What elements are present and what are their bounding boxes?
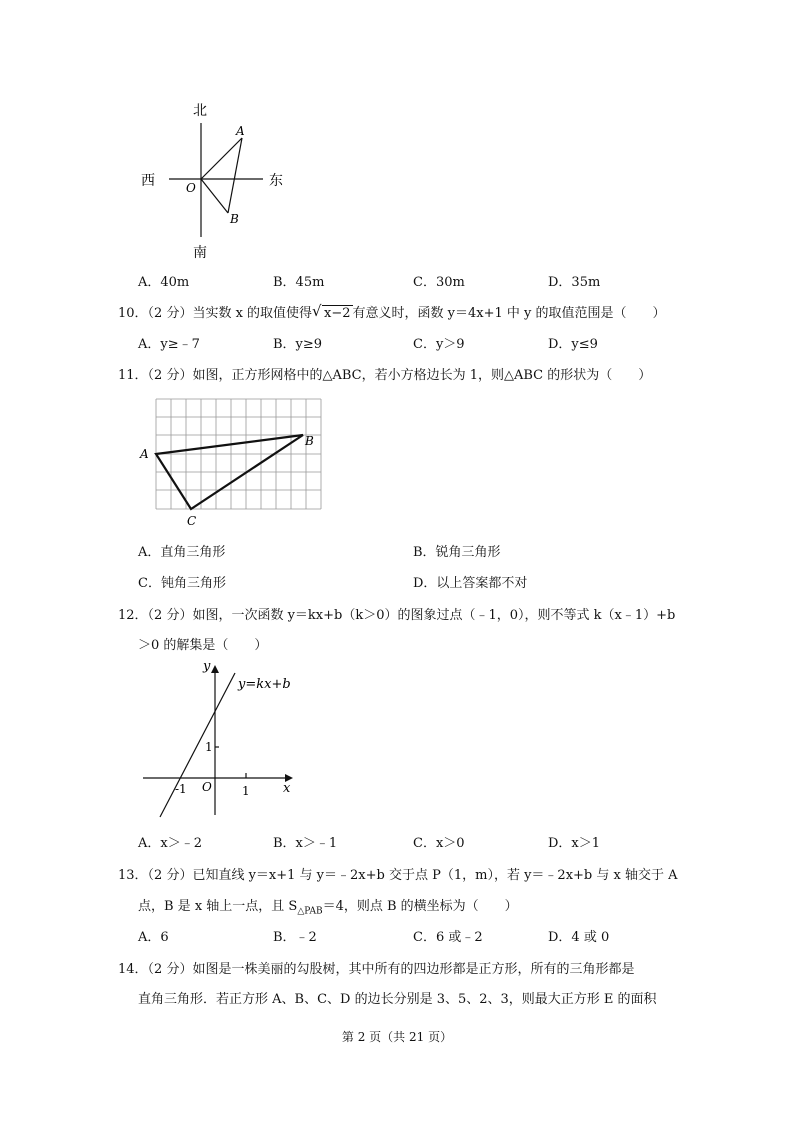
q13-stem-line2-before: 点，B 是 x 轴上一点，且 S (138, 899, 298, 914)
q10-stem-after: 有意义时，函数 y＝4x+1 中 y 的取值范围是（ ） (352, 306, 666, 321)
q13-option-c: C．6 或﹣2 (413, 930, 483, 945)
east-label: 东 (269, 173, 283, 189)
q10-radical: √ x−2 (312, 302, 351, 321)
point-a-label: A (236, 124, 245, 138)
q14-stem-line1: 14．（2 分）如图是一株美丽的勾股树，其中所有的四边形都是正方形，所有的三角形都是 (118, 962, 635, 977)
compass-figure (135, 95, 295, 265)
q13-stem-line2 (138, 895, 518, 917)
linear-function-graph (135, 655, 305, 825)
graph-origin-label: O (202, 780, 212, 794)
q9-option-c: C．30m (413, 275, 465, 290)
q13-option-a: A．6 (138, 930, 169, 945)
grid-triangle-figure (135, 392, 335, 534)
q13-option-d: D．4 或 0 (548, 930, 610, 945)
q9-option-b: B．45m (273, 275, 325, 290)
vertex-b-label: B (305, 434, 314, 448)
y-axis-label: y (203, 659, 211, 674)
tick-label-y1: 1 (205, 740, 213, 754)
q9-option-a: A．40m (138, 275, 190, 290)
x-axis-label: x (283, 781, 291, 796)
west-label: 西 (141, 173, 155, 189)
q12-option-b: B．x＞﹣1 (273, 836, 338, 851)
q10-option-d: D．y≤9 (548, 337, 598, 352)
q10-option-b: B．y≥9 (273, 337, 323, 352)
q10-option-c: C．y＞9 (413, 337, 465, 352)
q11-option-b: B．锐角三角形 (413, 545, 501, 560)
q10-stem (118, 302, 666, 321)
q11-option-d: D．以上答案都不对 (413, 576, 528, 591)
q11-option-c: C．钝角三角形 (138, 576, 226, 591)
q10-radicand: x−2 (324, 306, 351, 321)
line-equation-label: y=kx+b (238, 677, 291, 692)
q13-subscript: △PAB (297, 906, 323, 917)
q9-option-d: D．35m (548, 275, 601, 290)
origin-label: O (186, 181, 196, 195)
q14-stem-line2: 直角三角形．若正方形 A、B、C、D 的边长分别是 3、5、2、3，则最大正方形 E 的面积 (138, 992, 657, 1007)
q11-stem: 11．（2 分）如图，正方形网格中的△ABC，若小方格边长为 1，则△ABC 的形状为（ ） (118, 368, 652, 383)
q11-option-a: A．直角三角形 (138, 545, 226, 560)
q10-stem-before: 10．（2 分）当实数 x 的取值使得 (118, 306, 313, 321)
page-footer: 第 2 页（共 21 页） (341, 1030, 453, 1044)
tick-label-x1: 1 (242, 784, 250, 798)
north-label: 北 (193, 103, 207, 119)
point-b-label: B (230, 212, 239, 226)
vertex-c-label: C (187, 514, 197, 528)
q13-stem-line2-after: ＝4，则点 B 的横坐标为（ ） (322, 899, 518, 914)
tick-label-neg1: -1 (175, 782, 187, 796)
q12-option-d: D．x＞1 (548, 836, 601, 851)
south-label: 南 (193, 245, 207, 261)
q12-option-a: A．x＞﹣2 (138, 836, 202, 851)
q10-option-a: A．y≥﹣7 (138, 337, 200, 352)
q13-option-b: B．﹣2 (273, 930, 317, 945)
q12-stem-line2: ＞0 的解集是（ ） (138, 638, 268, 653)
q12-stem-line1: 12．（2 分）如图，一次函数 y＝kx+b（k＞0）的图象过点（﹣1，0），则不等式 k（x﹣1）+b (118, 608, 676, 623)
q13-stem-line1: 13．（2 分）已知直线 y＝x+1 与 y＝﹣2x+b 交于点 P（1，m），若 y＝﹣2x+b 与 x 轴交于 A (118, 868, 678, 883)
vertex-a-label: A (140, 447, 149, 461)
q12-option-c: C．x＞0 (413, 836, 465, 851)
